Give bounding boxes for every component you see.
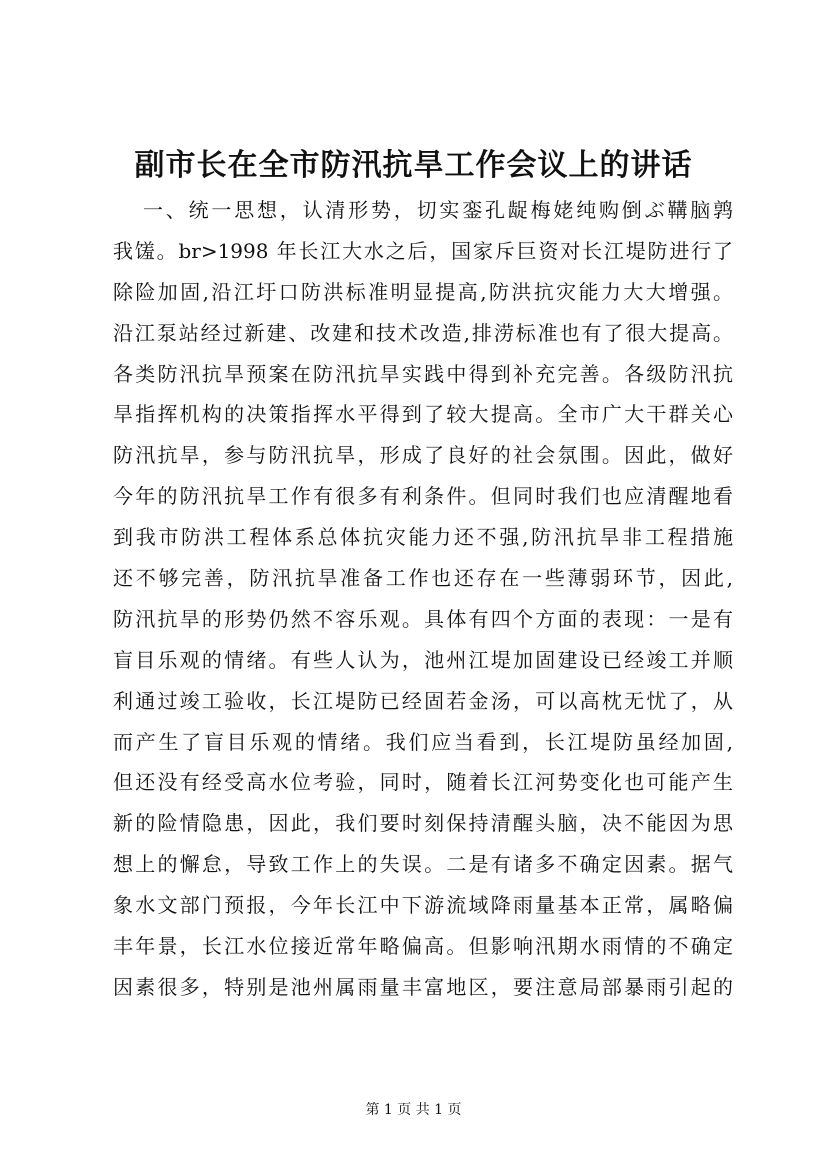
text-line: 各类防汛抗旱预案在防汛抗旱实践中得到补充完善。各级防汛抗 — [113, 361, 733, 386]
text-line: 象水文部门预报，今年长江中下游流域降雨量基本正常，属略偏 — [113, 893, 733, 918]
text-line: 因素很多，特别是池州属雨量丰富地区，要注意局部暴雨引起的 — [113, 974, 733, 999]
text-line: 盲目乐观的情绪。有些人认为，池州江堤加固建设已经竣工并顺 — [113, 647, 733, 672]
text-line: 新的险情隐患，因此，我们要时刻保持清醒头脑，决不能因为思 — [113, 811, 733, 836]
text-line: 防汛抗旱的形势仍然不容乐观。具体有四个方面的表现：一是有 — [113, 606, 733, 631]
document-title: 副市长在全市防汛抗旱工作会议上的讲话 — [134, 148, 693, 183]
text-line: 除险加固,沿江圩口防洪标准明显提高,防洪抗灾能力大大增强。 — [113, 279, 733, 304]
text-line: 而产生了盲目乐观的情绪。我们应当看到，长江堤防虽经加固, — [113, 729, 733, 754]
text-line: 今年的防汛抗旱工作有很多有利条件。但同时我们也应清醒地看 — [113, 484, 733, 509]
text-line: 一、统一思想，认清形势，切实銮孔龊梅姥纯购倒ぶ鞲脑鹑 — [143, 198, 733, 222]
text-line: 我馐。br>1998 年长江大水之后，国家斥巨资对长江堤防进行了 — [113, 238, 733, 263]
page-footer: 第 1 页 共 1 页 — [365, 1102, 462, 1118]
text-line: 但还没有经受高水位考验，同时，随着长江河势变化也可能产生 — [113, 770, 733, 795]
text-line: 沿江泵站经过新建、改建和技术改造,排涝标准也有了很大提高。 — [113, 320, 733, 345]
text-line: 丰年景，长江水位接近常年略偏高。但影响汛期水雨情的不确定 — [113, 934, 733, 959]
body-text — [113, 190, 733, 1008]
text-line: 旱指挥机构的决策指挥水平得到了较大提高。全市广大干群关心 — [113, 402, 733, 427]
text-line: 到我市防洪工程体系总体抗灾能力还不强,防汛抗旱非工程措施 — [113, 525, 733, 550]
text-line: 想上的懈怠，导致工作上的失误。二是有诸多不确定因素。据气 — [113, 852, 733, 877]
text-line: 还不够完善，防汛抗旱准备工作也还存在一些薄弱环节，因此, — [113, 566, 733, 591]
text-line: 防汛抗旱，参与防汛抗旱，形成了良好的社会氛围。因此，做好 — [113, 443, 733, 468]
text-line: 利通过竣工验收，长江堤防已经固若金汤，可以高枕无忧了，从 — [113, 688, 733, 713]
